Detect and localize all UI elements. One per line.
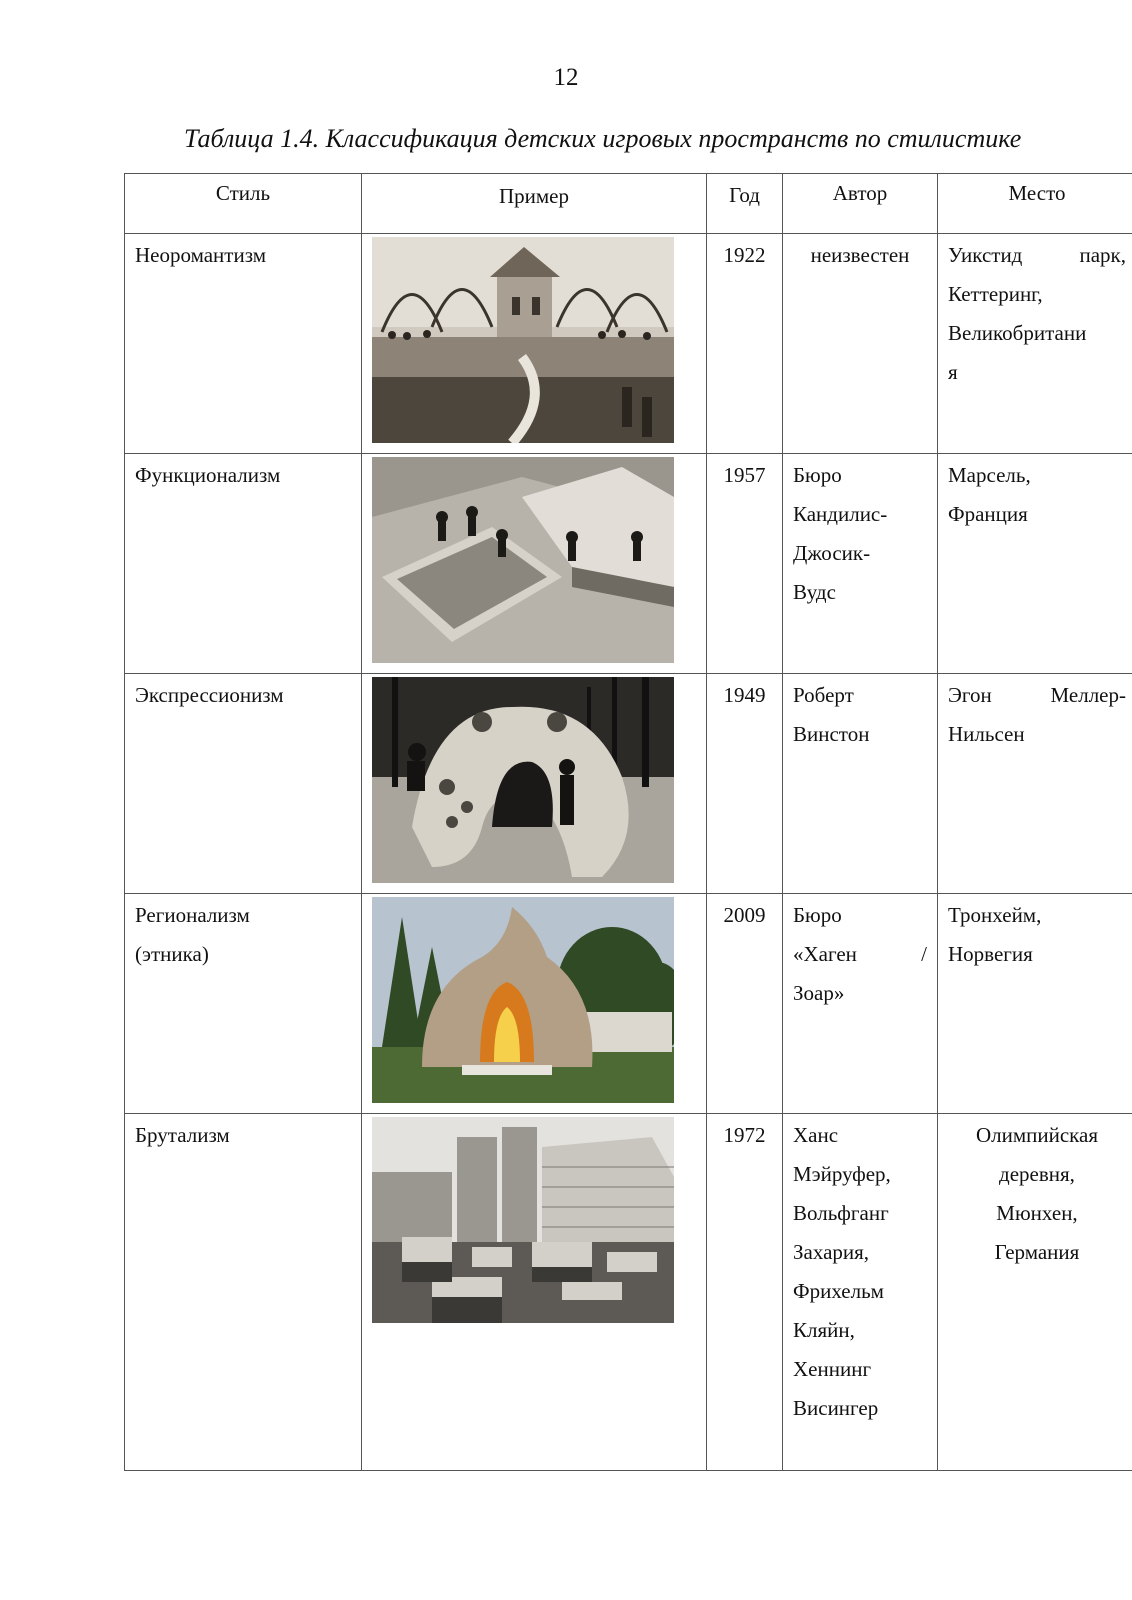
place-text: Кеттеринг, [948, 282, 1043, 306]
table-row [125, 894, 1132, 1114]
author-text: Вудс [793, 580, 836, 604]
place-cell [938, 234, 1132, 454]
place-text: Норвегия [948, 942, 1033, 966]
header-style: Стиль [125, 174, 362, 234]
author-text: Вольфганг [793, 1201, 889, 1225]
author-text: Бюро [793, 463, 842, 487]
place-text: деревня, [999, 1162, 1075, 1186]
author-cell [783, 894, 938, 1114]
example-cell [362, 234, 707, 454]
place-text: Мюнхен, [996, 1201, 1078, 1225]
table-row [125, 454, 1132, 674]
place-cell [938, 454, 1132, 674]
place-cell [938, 1114, 1132, 1471]
style-cell [125, 674, 362, 894]
author-text: Фрихельм [793, 1279, 884, 1303]
year-cell: 1949 [707, 674, 783, 894]
place-text: Тронхейм, [948, 903, 1042, 927]
author-cell [783, 1114, 938, 1471]
style-text: Функционализм [135, 463, 281, 487]
place-text: я [948, 360, 958, 384]
style-text: Неоромантизм [135, 243, 266, 267]
year-cell: 1922 [707, 234, 783, 454]
author-text: Винстон [793, 722, 870, 746]
table-row [125, 234, 1132, 454]
place-text: Нильсен [948, 722, 1025, 746]
author-text: Захария, [793, 1240, 870, 1264]
header-year: Год [707, 174, 783, 234]
style-text: Регионализм [135, 903, 250, 927]
photo-expressionism [372, 677, 674, 883]
table-row [125, 1114, 1132, 1471]
header-example: Пример [362, 174, 707, 234]
place-text: Олимпийская [975, 1123, 1099, 1147]
header-author: Автор [783, 174, 938, 234]
author-text: Роберт [793, 683, 854, 707]
photo-brutalism [372, 1117, 674, 1323]
place-text: Великобритани [948, 321, 1087, 345]
style-text: (этника) [135, 942, 209, 966]
place-text: Франция [948, 502, 1028, 526]
place-text: Марсель, [948, 463, 1031, 487]
table-row [125, 674, 1132, 894]
style-cell [125, 894, 362, 1114]
author-text: Бюро [793, 903, 842, 927]
author-text: Висингер [793, 1396, 879, 1420]
year-cell: 1972 [707, 1114, 783, 1471]
example-cell [362, 894, 707, 1114]
author-text: Мэйруфер, [793, 1162, 891, 1186]
example-cell [362, 454, 707, 674]
place-cell [938, 674, 1132, 894]
style-cell [125, 454, 362, 674]
photo-regionalism [372, 897, 674, 1103]
year-cell: 2009 [707, 894, 783, 1114]
page-number: 12 [553, 64, 579, 91]
header-place: Место [938, 174, 1132, 234]
table-header-row [125, 174, 1132, 234]
year-cell: 1957 [707, 454, 783, 674]
author-text: неизвестен [810, 243, 910, 267]
example-cell [362, 674, 707, 894]
place-text: Эгон Меллер- [948, 683, 1126, 707]
style-cell [125, 1114, 362, 1471]
author-cell [783, 454, 938, 674]
author-text: «Хаген / [793, 942, 927, 966]
author-cell [783, 234, 938, 454]
author-cell [783, 674, 938, 894]
place-text: Германия [994, 1240, 1080, 1264]
table-caption: Таблица 1.4. Классификация детских игровых пространств по стилистике [184, 124, 1022, 153]
style-cell [125, 234, 362, 454]
place-cell [938, 894, 1132, 1114]
photo-neoromanticism [372, 237, 674, 443]
place-text: Уикстид парк, [948, 243, 1126, 267]
style-text: Экспрессионизм [135, 683, 284, 707]
author-text: Джосик- [793, 541, 871, 565]
style-classification-table [124, 173, 1132, 1471]
style-text: Брутализм [135, 1123, 230, 1147]
photo-functionalism [372, 457, 674, 663]
author-text: Кляйн, [793, 1318, 855, 1342]
example-cell [362, 1114, 707, 1471]
author-text: Кандилис- [793, 502, 888, 526]
author-text: Ханс [793, 1123, 839, 1147]
author-text: Зоар» [793, 981, 845, 1005]
author-text: Хеннинг [793, 1357, 872, 1381]
